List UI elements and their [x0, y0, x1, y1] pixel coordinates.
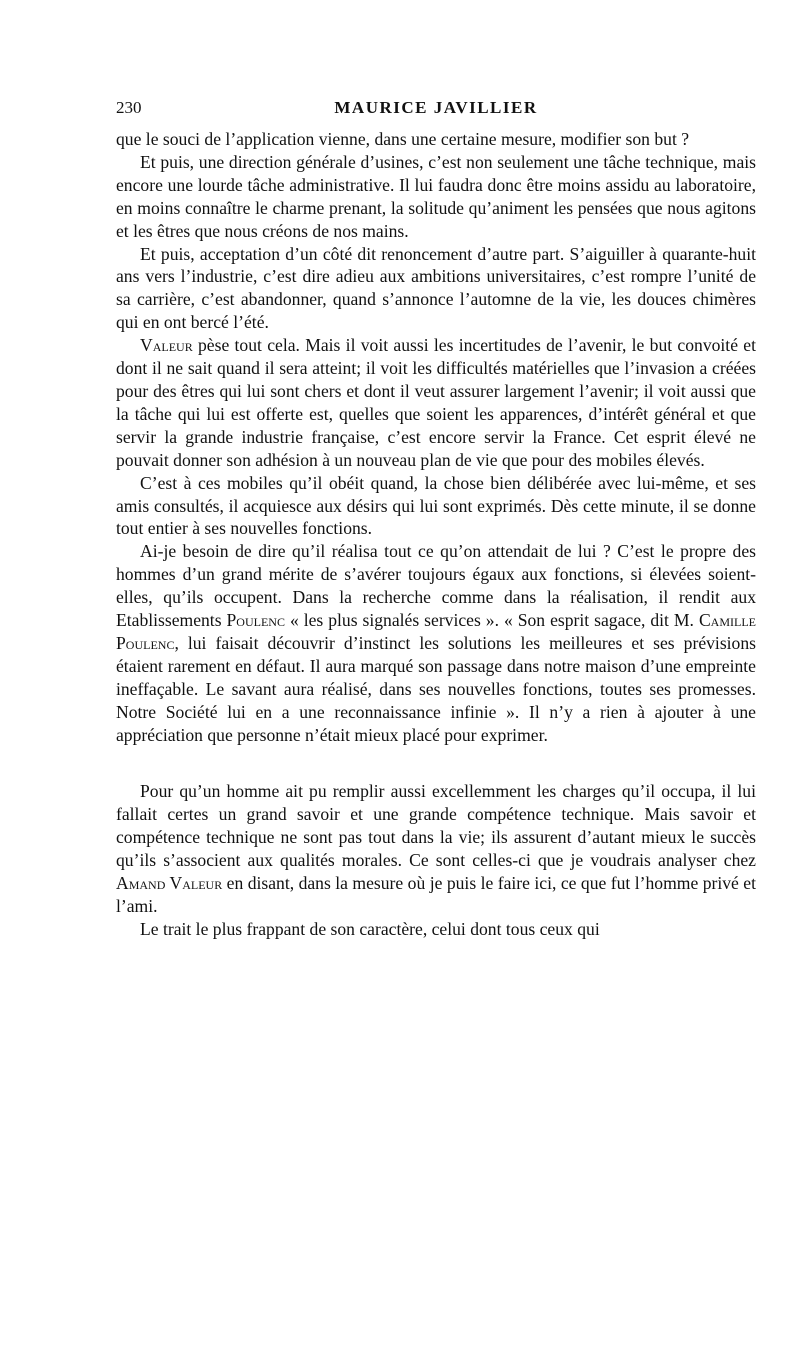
text-segment: « les plus signalés services ». « Son esprit sagace, dit M.: [284, 610, 699, 631]
proper-name: Valeur: [140, 335, 193, 356]
text-segment: C’est à ces mobiles qu’il obéit quand, la chose bien délibérée avec lui-même, et ses amis consultés, il acquiesce aux désirs qui lui sont exprimés. Dès cette minute, il se donne tout entier à ses nouvelles fonctions.: [116, 472, 756, 539]
text-segment: Pour qu’un homme ait pu remplir aussi excellemment les charges qu’il occupa, il lui fallait certes un grand savoir et une grande compétence technique. Mais savoir et compétence technique ne sont pas tout dans la vie; ils assurent d’autant mieux le succès qu’ils s’associent aux qualités morales. Ce sont celles-ci que je voudrais analyser chez: [116, 781, 756, 871]
paragraph: [116, 780, 756, 917]
text-segment: Le trait le plus frappant de son caractère, celui dont tous ceux qui: [140, 918, 600, 939]
text-segment: Ai-je besoin de dire qu’il réalisa tout ce qu’on attendait de lui ? C’est le propre des hommes d’un grand mérite de s’avérer toujours égaux aux fonctions, si élevées soient-elles, qu’ils occupent. Dans la recherche comme dans la réalisation, il rendit aux Etablissements: [116, 541, 756, 631]
paragraph: [116, 540, 756, 746]
text-segment: Et puis, une direction générale d’usines, c’est non seulement une tâche technique, mais encore une lourde tâche administrative. Il lui faudra donc être moins assidu au laboratoire, en moins connaître le charme prenant, la solitude qu’animent les pensées que nous agitons et les êtres que nous créons de nos mains.: [116, 151, 756, 241]
paragraph: [116, 334, 756, 471]
paragraph: [116, 918, 756, 941]
page-number: 230: [116, 98, 142, 117]
paragraph: [116, 151, 756, 243]
running-head: MAURICE JAVILLIER: [334, 98, 538, 117]
body-text: [116, 128, 756, 941]
proper-name: Camille Poulenc: [116, 610, 756, 653]
text-segment: en disant, dans la mesure où je puis le faire ici, ce que fut l’homme privé et l’ami.: [116, 873, 756, 916]
text-segment: que le souci de l’application vienne, dans une certaine mesure, modifier son but ?: [116, 129, 690, 149]
proper-name: Amand Valeur: [116, 873, 223, 894]
page-header: [116, 96, 756, 120]
text-segment: Et puis, acceptation d’un côté dit renoncement d’autre part. S’aiguiller à quarante-huit ans vers l’industrie, c’est dire adieu aux ambitions universitaires, c’est rompre l’unité de sa carrière, c’est abandonner, quand s’annonce l’automne de la vie, les douces chimères qui en ont bercé l’été.: [116, 243, 756, 333]
proper-name: Poulenc: [226, 610, 285, 631]
paragraph: [116, 128, 756, 151]
text-segment: pèse tout cela. Mais il voit aussi les incertitudes de l’avenir, le but convoité et dont il ne sait quand il sera atteint; il voit les difficultés matérielles que l’invasion a créées pour des êtres qui lui sont chers et dont il veut assurer largement l’avenir; il voit aussi que la tâche qui lui est offerte est, quelles que soient les apparences, d’intérêt général et que servir la grande industrie française, c’est encore servir la France. Cet esprit élevé ne pouvait donner son adhésion à un nouveau plan de vie que pour des mobiles élevés.: [116, 335, 756, 470]
paragraph: [116, 472, 756, 541]
text-segment: , lui faisait découvrir d’instinct les solutions les meilleures et ses prévisions étaient rarement en défaut. Il aura marqué son passage dans notre maison d’une empreinte ineffaçable. Le savant aura réalisé, dans ses nouvelles fonctions, toutes ses promesses. Notre Société lui en a une reconnaissance infinie ». Il n’y a rien à ajouter à une appréciation que personne n’était mieux placé pour exprimer.: [116, 632, 756, 745]
paragraph: [116, 243, 756, 335]
